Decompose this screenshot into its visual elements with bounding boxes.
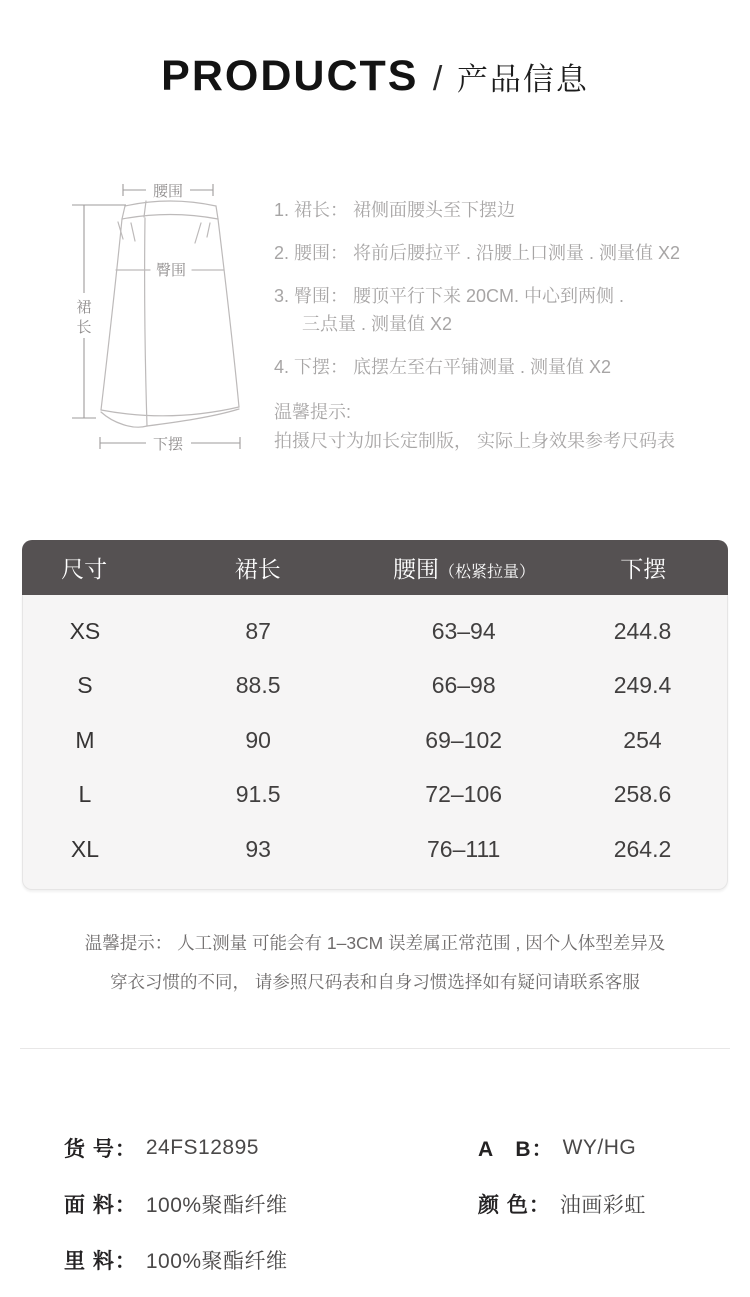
instruction-item: 2. 腰围： 将前后腰拉平 . 沿腰上口测量 . 测量值 X2 bbox=[274, 243, 681, 263]
hem-label: 下摆 bbox=[152, 436, 184, 453]
measure-tip bbox=[274, 398, 734, 456]
header-cell-waist bbox=[369, 551, 558, 584]
instruction-line-wrap: 三点量 . 测量值 X2 bbox=[302, 314, 453, 334]
measuring-instructions bbox=[274, 196, 724, 396]
cell-waist: 72–106 bbox=[425, 781, 503, 808]
header-cell-length: 裙长 bbox=[234, 556, 281, 582]
instruction-item: 1. 裙长： 裙侧面腰头至下摆边 bbox=[274, 200, 516, 220]
cell-hem: 249.4 bbox=[613, 672, 672, 699]
table-tip-line1: 温馨提示： 人工测量 可能会有 1–3CM 误差属正常范围 , 因个人体型差异及 bbox=[84, 933, 666, 953]
skirt-diagram bbox=[58, 160, 286, 465]
header-cell-size: 尺寸 bbox=[61, 556, 108, 582]
table-row bbox=[23, 659, 727, 714]
table-tip-line2: 穿衣习惯的不同， 请参照尺码表和自身习惯选择如有疑问请联系客服 bbox=[110, 972, 640, 992]
detail-label: 颜 色 bbox=[478, 1194, 529, 1217]
detail-label: 货 号 bbox=[64, 1138, 115, 1161]
details-right-column bbox=[478, 1120, 646, 1232]
hip-label: 臀围 bbox=[155, 262, 187, 279]
cell-waist: 69–102 bbox=[425, 726, 503, 753]
detail-value: 油画彩虹 bbox=[559, 1194, 646, 1217]
cell-length: 93 bbox=[245, 835, 271, 862]
detail-row-color bbox=[478, 1176, 646, 1232]
table-row bbox=[23, 713, 727, 768]
section-divider bbox=[20, 1048, 730, 1049]
detail-value: 24FS12895 bbox=[145, 1136, 259, 1159]
detail-colon: ： bbox=[114, 1138, 136, 1161]
cell-waist: 66–98 bbox=[431, 672, 496, 699]
cell-waist: 76–111 bbox=[427, 835, 501, 862]
header-cell-hem: 下摆 bbox=[620, 556, 667, 582]
table-row bbox=[23, 604, 727, 659]
detail-label: 面 料 bbox=[64, 1194, 115, 1217]
title-chinese: 产品信息 bbox=[456, 62, 589, 97]
skirt-outline bbox=[101, 201, 239, 427]
page-title bbox=[0, 52, 750, 101]
detail-colon: ： bbox=[114, 1250, 136, 1273]
detail-colon: ： bbox=[114, 1194, 136, 1217]
waist-label: 腰围 bbox=[152, 183, 184, 200]
cell-hem: 258.6 bbox=[613, 781, 672, 808]
skirt-sketch-svg bbox=[58, 160, 286, 465]
detail-row-fabric bbox=[64, 1176, 288, 1232]
title-english: PRODUCTS bbox=[161, 52, 419, 100]
cell-length: 88.5 bbox=[235, 672, 281, 699]
length-label-char2: 长 bbox=[76, 319, 92, 336]
waist-header-note: （松紧拉量） bbox=[438, 564, 535, 581]
table-tip bbox=[0, 924, 750, 1002]
detail-label: 里 料 bbox=[64, 1250, 115, 1273]
cell-hem: 254 bbox=[623, 726, 662, 753]
table-row bbox=[23, 768, 727, 823]
length-label-char1: 裙 bbox=[76, 299, 92, 316]
detail-value: WY/HG bbox=[562, 1136, 637, 1159]
measure-tip-line: 拍摄尺寸为加长定制版， 实际上身效果参考尺码表 bbox=[274, 431, 675, 451]
detail-colon: ： bbox=[528, 1194, 550, 1217]
details-left-column bbox=[64, 1120, 288, 1288]
detail-colon: ： bbox=[531, 1138, 553, 1161]
detail-value: 100%聚酯纤维 bbox=[145, 1194, 288, 1217]
measure-tip-title: 温馨提示: bbox=[274, 402, 352, 422]
cell-hem: 264.2 bbox=[613, 835, 672, 862]
cell-hem: 244.8 bbox=[613, 617, 672, 644]
cell-size: S bbox=[77, 672, 93, 699]
size-table bbox=[22, 540, 728, 890]
detail-row-ab bbox=[478, 1120, 646, 1176]
instruction-item: 4. 下摆： 底摆左至右平铺测量 . 测量值 X2 bbox=[274, 357, 612, 377]
cell-size: XL bbox=[70, 835, 100, 862]
instruction-line: 3. 臀围： 腰顶平行下来 20CM. 中心到两侧 . bbox=[274, 286, 625, 306]
cell-size: XS bbox=[69, 617, 101, 644]
cell-length: 90 bbox=[245, 726, 271, 753]
cell-length: 91.5 bbox=[235, 781, 281, 808]
size-table-body bbox=[22, 595, 728, 890]
size-table-header bbox=[22, 540, 728, 595]
detail-value: 100%聚酯纤维 bbox=[145, 1250, 288, 1273]
title-separator: / bbox=[432, 60, 443, 98]
detail-label: A B bbox=[478, 1138, 532, 1161]
instruction-item bbox=[274, 282, 724, 338]
cell-waist: 63–94 bbox=[431, 617, 496, 644]
table-row bbox=[23, 822, 727, 877]
cell-length: 87 bbox=[245, 617, 271, 644]
cell-size: L bbox=[78, 781, 92, 808]
detail-row-lining bbox=[64, 1232, 288, 1288]
waist-header-main: 腰围 bbox=[392, 556, 439, 582]
cell-size: M bbox=[75, 726, 95, 753]
detail-row-item-number bbox=[64, 1120, 288, 1176]
